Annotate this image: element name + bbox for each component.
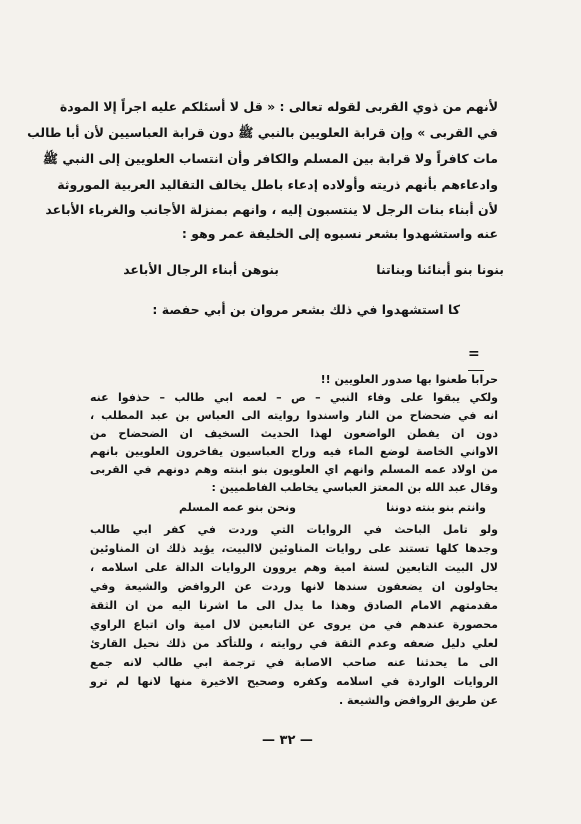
footnote-line: يحاولون ان يضعفون سندها لانها وردت عن الروافض والشيعة وفي [90,580,498,593]
footnote-line: دون ان يفطن الواضعون لهذا الحديث السخيف ان الضحضاح من [90,427,498,440]
page-number: — ٣٢ — [262,733,313,748]
footnote-verse-hemistich-1: وانتم بنو بنته دوننا [386,501,486,514]
footnote-line: انه في ضحضاح من النار واسندوا روايته الى العباس بن عبد المطلب ، [90,409,498,422]
footnote-line: ولكي يبقوا على وفاء النبي – ص – لعمه ابي طالب – حذفوا عنه [90,391,498,404]
main-verse-hemistich-1: بنونا بنو أبنائنا وبناتنا [376,262,504,277]
footnote-line: وجدها كلها تستند على روايات المناوئين لاالبيت، يؤيد ذلك ان المناوئين [90,542,498,555]
footnote-line: محصورة عندهم في من يروى عن التابعين لال امية وان اتباع الراوي [90,618,498,631]
footnote-line: حرابا طعنوا بها صدور العلويين !! [320,373,498,386]
footnote-line: لعلي دليل ضعفه وعدم الثقة في روايته ، وللتأكد من ذلك نحيل القارئ [90,637,498,650]
footnote-line: من اولاد عمه المسلم وانهم اي العلويون بنو ابنته وهم دونهم في القربى [90,463,498,476]
footnote-marker: = [468,346,480,362]
main-text-after-verse: كا استشهدوا في ذلك بشعر مروان بن أبي حفصة : [152,302,460,317]
main-text-line: مات كافراً ولا قرابة بين المسلم والكافر وأن انتساب العلويين إلى النبي ﷺ [42,151,498,166]
main-text-line: في القربى » وإن قرابة العلويين بالنبي ﷺ دون قرابة العباسيين لأن أبا طالب [27,125,498,140]
footnote-line: عن طريق الروافض والشيعة . [338,694,498,707]
footnote-line: الى ما يحدثنا عنه صاحب الاصابة في ترجمة ابي طالب لانه جمع [90,656,498,669]
footnote-line: الاواني الخاصة لوضع الماء فيه وراح العباسيون يفاخرون العلويين بانهم [90,445,498,458]
main-text-line: وادعاءهم بأنهم ذريته وأولاده إدعاء باطل يخالف التقاليد العربية الموروثة [57,177,498,192]
footnote-line: الروايات الواردة في اسلامه وكفره وصحيح الاخيرة منها لانها لم ترو [90,675,498,688]
main-text-line: عنه واستشهدوا بشعر نسبوه إلى الخليفة عمر وهو : [181,226,498,241]
footnote-line: لال البيت التابعين لسنة امية وهم يروون الروايات الدالة على اسلامه ، [90,561,498,574]
main-text-line: لأنهم من ذوي القربى لقوله تعالى : « قل لا أسئلكم عليه اجراً إلا المودة [59,99,498,114]
main-text-line: لأن أبناء بنات الرجل لا ينتسبون إليه ، وانهم بمنزلة الأجانب والغرباء الأباعد [45,202,498,217]
footnote-line: وقال عبد الله بن المعتز العباسي يخاطب الفاطميين : [211,481,498,494]
footnote-line: مقدمتهم الامام الصادق وهذا ما يدل الى ما اشرنا اليه من ان الثقة [90,599,498,612]
main-verse-hemistich-2: بنوهن أبناء الرجال الأباعد [123,262,279,277]
footnote-verse-hemistich-2: ونحن بنو عمه المسلم [179,501,296,514]
footnote-line: ولو تامل الباحث في الروايات التي وردت في كفر ابي طالب [90,523,498,536]
